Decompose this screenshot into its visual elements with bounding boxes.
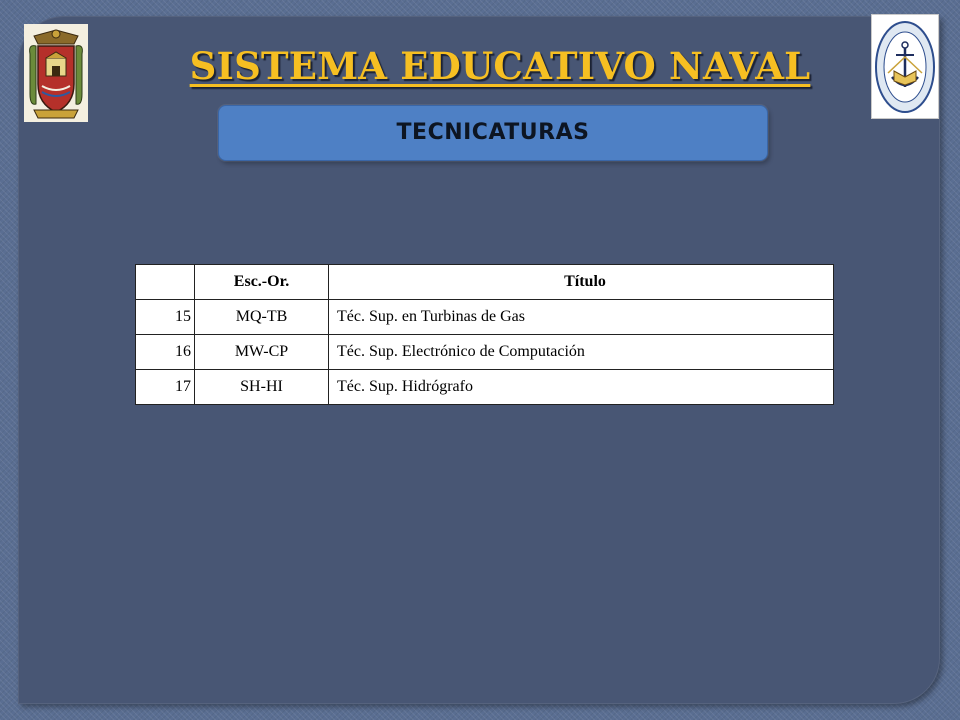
table-row: [136, 370, 834, 405]
row-number: 15: [136, 300, 195, 335]
row-code: MW-CP: [195, 335, 329, 370]
row-number: 16: [136, 335, 195, 370]
page-title: SISTEMA EDUCATIVO NAVAL: [189, 44, 811, 88]
section-banner-label: TECNICATURAS: [396, 120, 590, 145]
row-title: Téc. Sup. en Turbinas de Gas: [329, 300, 834, 335]
table-header-row: [136, 265, 834, 300]
row-code: MQ-TB: [195, 300, 329, 335]
row-title: Téc. Sup. Hidrógrafo: [329, 370, 834, 405]
section-banner: [218, 105, 768, 161]
tecnicaturas-table: [135, 264, 834, 405]
row-number: 17: [136, 370, 195, 405]
row-title: Téc. Sup. Electrónico de Computación: [329, 335, 834, 370]
table-row: [136, 335, 834, 370]
column-header-code: Esc.-Or.: [195, 265, 329, 300]
column-header-number: [136, 265, 195, 300]
column-header-title: Título: [329, 265, 834, 300]
table-row: [136, 300, 834, 335]
row-code: SH-HI: [195, 370, 329, 405]
